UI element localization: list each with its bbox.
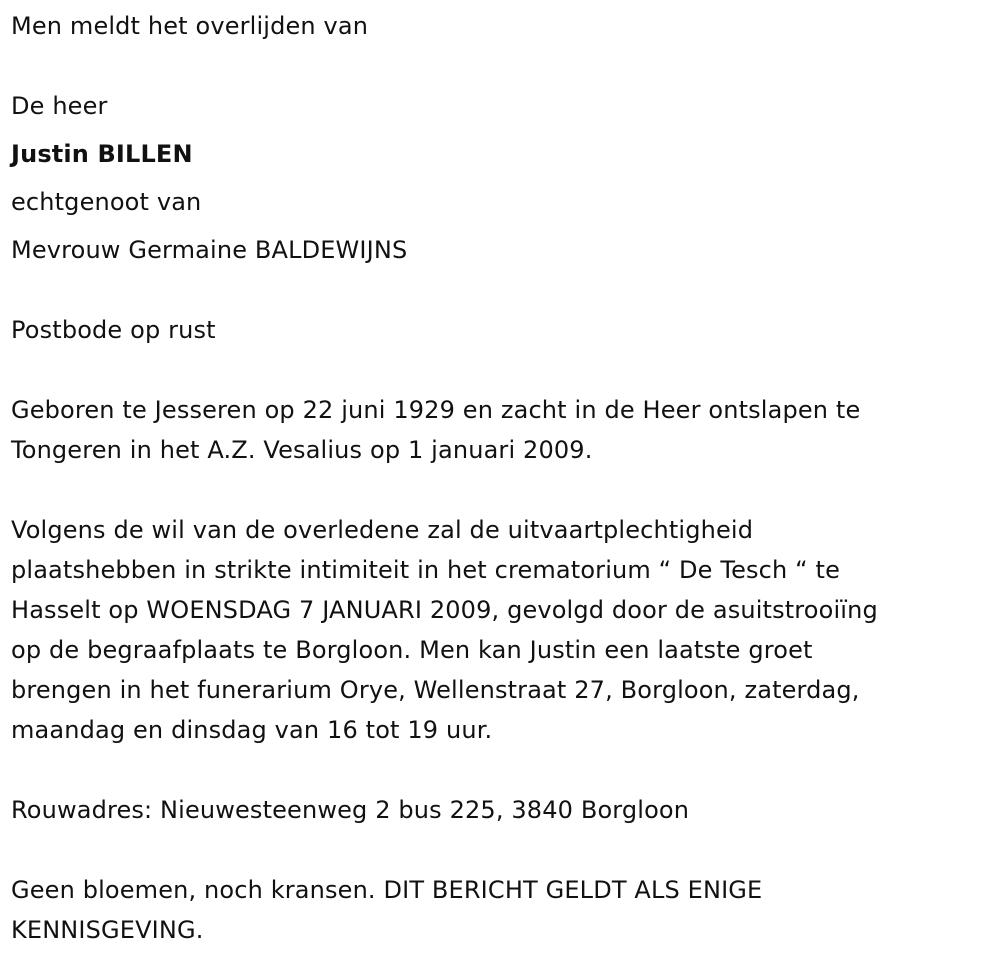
funeral-line: brengen in het funerarium Orye, Wellenstraat 27, Borgloon, zaterdag, bbox=[11, 676, 860, 704]
funeral-line: op de begraafplaats te Borgloon. Men kan Justin een laatste groet bbox=[11, 636, 813, 664]
funeral-line: maandag en dinsdag van 16 tot 19 uur. bbox=[11, 716, 493, 744]
birth-death-line: Geboren te Jesseren op 22 juni 1929 en zacht in de Heer ontslapen te bbox=[11, 396, 861, 424]
birth-death-line: Tongeren in het A.Z. Vesalius op 1 januari 2009. bbox=[11, 436, 593, 464]
closing-line: KENNISGEVING. bbox=[11, 916, 204, 944]
intro-line: Men meldt het overlijden van bbox=[11, 12, 369, 40]
funeral-line: Hasselt op WOENSDAG 7 JANUARI 2009, gevolgd door de asuitstrooiïng bbox=[11, 596, 878, 624]
deceased-name: Justin BILLEN bbox=[11, 140, 193, 168]
salutation: De heer bbox=[11, 92, 108, 120]
profession: Postbode op rust bbox=[11, 316, 216, 344]
closing-line: Geen bloemen, noch kransen. DIT BERICHT GELDT ALS ENIGE bbox=[11, 876, 763, 904]
mourning-address: Rouwadres: Nieuwesteenweg 2 bus 225, 3840 Borgloon bbox=[11, 796, 690, 824]
spouse-name: Mevrouw Germaine BALDEWIJNS bbox=[11, 236, 408, 264]
spouse-label: echtgenoot van bbox=[11, 188, 202, 216]
funeral-line: Volgens de wil van de overledene zal de uitvaartplechtigheid bbox=[11, 516, 754, 544]
funeral-line: plaatshebben in strikte intimiteit in het crematorium “ De Tesch “ te bbox=[11, 556, 840, 584]
